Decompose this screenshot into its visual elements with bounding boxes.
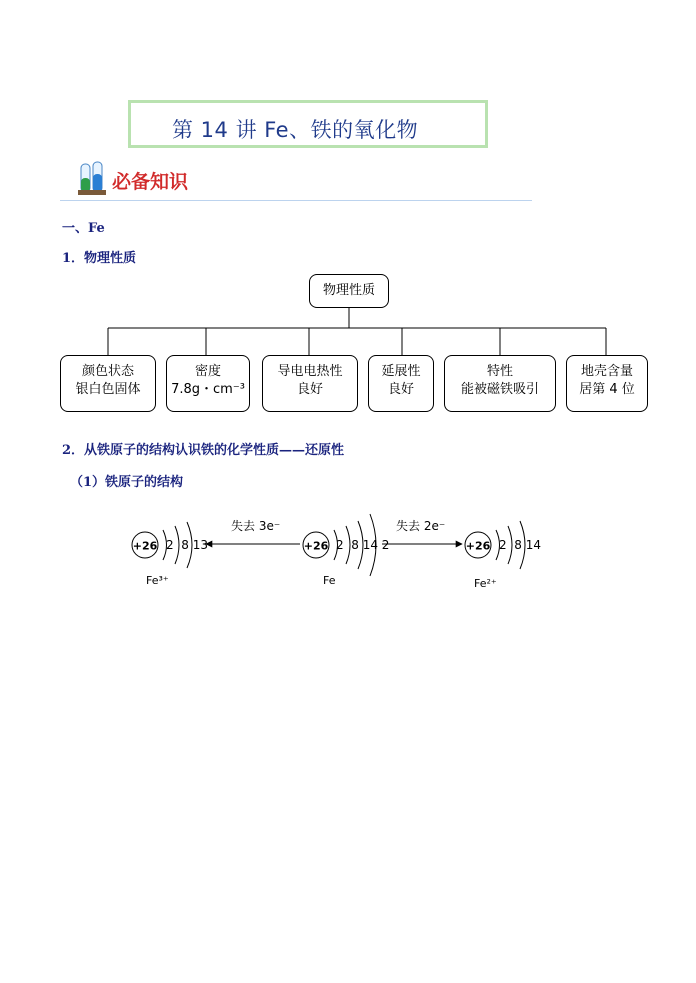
ion-label: Fe³⁺: [146, 574, 169, 587]
arrow-lose-3e-label: 失去 3e⁻: [231, 519, 281, 533]
tree-node-line1: 特性: [486, 364, 513, 379]
page-title: 第 14 讲 Fe、铁的氧化物: [172, 118, 419, 142]
tree-node-line1: 颜色状态: [81, 364, 134, 379]
tree-node-line1: 密度: [194, 364, 221, 379]
heading-chemical-properties: 2．从铁原子的结构认识铁的化学性质——还原性: [62, 443, 345, 458]
atom-label: Fe: [323, 574, 336, 587]
atom-fe3plus: [132, 522, 208, 587]
electron-shells: 2 8 14: [499, 538, 541, 552]
tree-node-line2: 居第 4 位: [579, 382, 635, 397]
tree-node-line2: 7.8g・cm⁻³: [171, 382, 245, 397]
electron-shells: 2 8 13: [166, 538, 208, 552]
nucleus-charge: +26: [132, 539, 158, 553]
section-title: 必备知识: [112, 171, 189, 193]
nucleus-charge: +26: [465, 539, 491, 553]
tree-node-line1: 导电电热性: [277, 364, 343, 379]
heading-atom-structure: （1）铁原子的结构: [70, 475, 184, 490]
tree-root-label: 物理性质: [322, 283, 375, 298]
atom-fe2plus: [465, 521, 541, 590]
ion-label: Fe²⁺: [474, 577, 497, 590]
heading-fe: 一、Fe: [62, 221, 105, 236]
tree-node-line2: 银白色固体: [75, 382, 141, 397]
electron-shells: 2 8 14 2: [336, 538, 390, 552]
tree-node-line2: 能被磁铁吸引: [460, 382, 539, 397]
nucleus-charge: +26: [303, 539, 329, 553]
atom-fe: [303, 514, 389, 587]
tree-node-line1: 地壳含量: [580, 364, 633, 379]
tree-node-line2: 良好: [296, 382, 323, 397]
tree-node-line1: 延展性: [381, 364, 421, 379]
arrow-lose-2e-label: 失去 2e⁻: [396, 519, 446, 533]
tree-node-line2: 良好: [387, 382, 414, 397]
heading-physical-properties: 1．物理性质: [62, 251, 137, 266]
